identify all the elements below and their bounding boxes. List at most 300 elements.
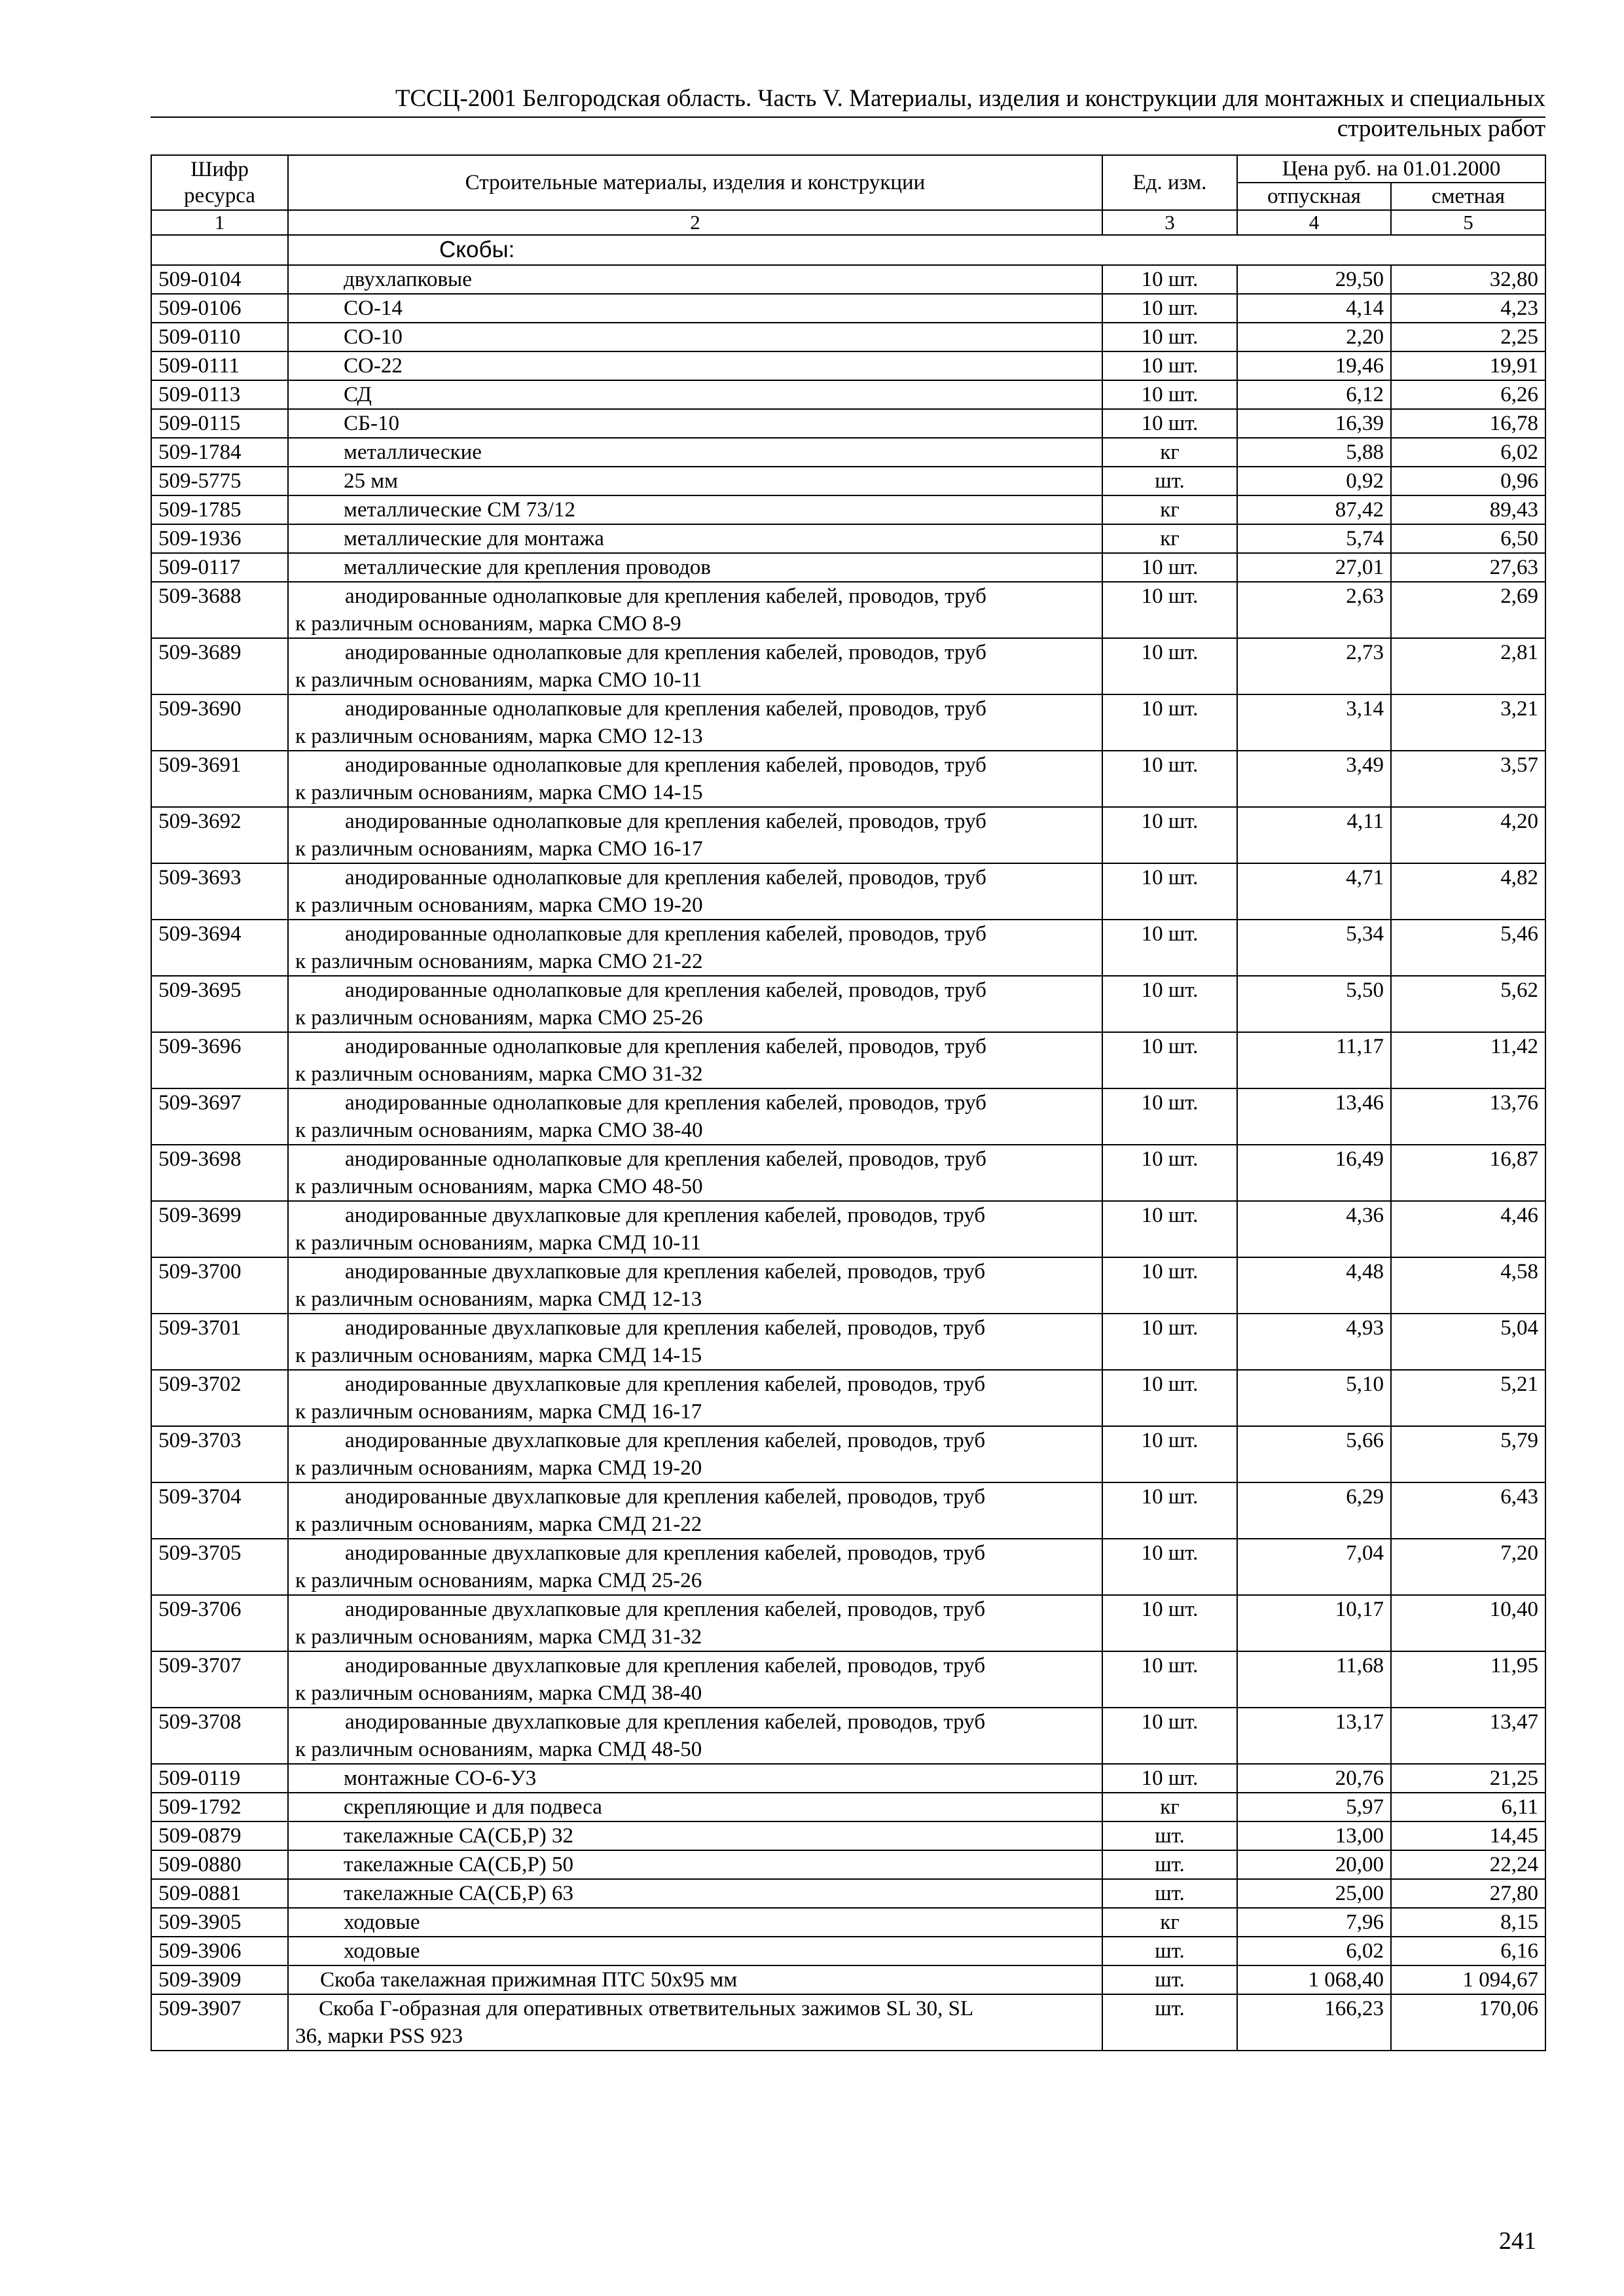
price-estimate: 2,81: [1391, 638, 1545, 694]
material-name-line1: анодированные однолапковые для крепления кабелей, проводов, труб: [345, 1035, 986, 1058]
table-row: [151, 920, 1545, 976]
material-name-line1: Скоба Г-образная для оперативных ответвительных зажимов SL 30, SL: [319, 1997, 974, 2020]
material-name-line2: к различным основаниям, марка СМО 16-17: [295, 837, 703, 861]
material-name: [288, 976, 1102, 1032]
unit-of-measure: 10 шт.: [1102, 1088, 1237, 1145]
price-release: 4,11: [1237, 807, 1391, 863]
material-name-line1: анодированные однолапковые для крепления кабелей, проводов, труб: [345, 866, 986, 889]
price-release: 7,04: [1237, 1539, 1391, 1595]
material-name-line2: к различным основаниям, марка СМД 21-22: [295, 1513, 702, 1536]
price-release: 4,48: [1237, 1257, 1391, 1314]
unit-of-measure: кг: [1102, 495, 1237, 524]
material-name-line1: анодированные однолапковые для крепления кабелей, проводов, труб: [345, 641, 986, 664]
resource-code: 509-3704: [151, 1482, 288, 1539]
resource-code: 509-0115: [151, 409, 288, 438]
table-body: [151, 235, 1545, 2051]
table-row: [151, 976, 1545, 1032]
price-release: 4,71: [1237, 863, 1391, 920]
section-row: [151, 235, 1545, 265]
unit-of-measure: кг: [1102, 524, 1237, 553]
unit-of-measure: шт.: [1102, 1850, 1237, 1879]
material-name: СО-10: [288, 323, 1102, 351]
resource-code: 509-3690: [151, 694, 288, 751]
price-estimate: 5,04: [1391, 1314, 1545, 1370]
resource-code: 509-0117: [151, 553, 288, 582]
material-name-line2: к различным основаниям, марка СМО 19-20: [295, 893, 703, 917]
price-estimate: 11,42: [1391, 1032, 1545, 1088]
price-release: 4,93: [1237, 1314, 1391, 1370]
table-row: [151, 1937, 1545, 1965]
material-name: ходовые: [288, 1908, 1102, 1937]
price-estimate: 170,06: [1391, 1994, 1545, 2051]
price-release: 5,50: [1237, 976, 1391, 1032]
unit-of-measure: шт.: [1102, 1994, 1237, 2051]
price-estimate: 5,79: [1391, 1426, 1545, 1482]
price-estimate: 6,02: [1391, 438, 1545, 467]
price-estimate: 4,82: [1391, 863, 1545, 920]
resource-code: 509-3906: [151, 1937, 288, 1965]
column-header-name: Строительные материалы, изделия и конструкции: [288, 155, 1102, 210]
material-name: [288, 751, 1102, 807]
material-name: [288, 1595, 1102, 1651]
price-release: 5,34: [1237, 920, 1391, 976]
material-name: [288, 1257, 1102, 1314]
price-release: 0,92: [1237, 467, 1391, 495]
unit-of-measure: 10 шт.: [1102, 409, 1237, 438]
unit-of-measure: 10 шт.: [1102, 1651, 1237, 1708]
price-release: 16,39: [1237, 409, 1391, 438]
price-release: 13,46: [1237, 1088, 1391, 1145]
material-name: [288, 1651, 1102, 1708]
price-estimate: 11,95: [1391, 1651, 1545, 1708]
price-estimate: 2,69: [1391, 582, 1545, 638]
unit-of-measure: 10 шт.: [1102, 294, 1237, 323]
material-name-line2: 36, марки PSS 923: [295, 2024, 463, 2048]
price-estimate: 4,23: [1391, 294, 1545, 323]
material-name-line1: анодированные однолапковые для крепления кабелей, проводов, труб: [345, 810, 986, 833]
resource-code: 509-3708: [151, 1708, 288, 1764]
unit-of-measure: шт.: [1102, 1965, 1237, 1994]
material-name: [288, 694, 1102, 751]
resource-code: 509-3907: [151, 1994, 288, 2051]
material-name-line2: к различным основаниям, марка СМО 48-50: [295, 1175, 703, 1198]
resource-code: 509-3706: [151, 1595, 288, 1651]
price-release: 3,49: [1237, 751, 1391, 807]
resource-code: 509-3701: [151, 1314, 288, 1370]
table-row: [151, 1821, 1545, 1850]
column-number: 2: [288, 210, 1102, 235]
price-estimate: 89,43: [1391, 495, 1545, 524]
column-number: 1: [151, 210, 288, 235]
material-name-line2: к различным основаниям, марка СМО 10-11: [295, 668, 702, 692]
unit-of-measure: кг: [1102, 1793, 1237, 1821]
table-row: [151, 1994, 1545, 2051]
price-estimate: 0,96: [1391, 467, 1545, 495]
price-table: [151, 154, 1546, 2051]
material-name-line1: анодированные однолапковые для крепления кабелей, проводов, труб: [345, 753, 986, 777]
table-row: [151, 1088, 1545, 1145]
material-name-line1: анодированные однолапковые для крепления кабелей, проводов, труб: [345, 978, 986, 1002]
price-release: 2,73: [1237, 638, 1391, 694]
unit-of-measure: 10 шт.: [1102, 1482, 1237, 1539]
material-name-line1: анодированные однолапковые для крепления кабелей, проводов, труб: [345, 1147, 986, 1171]
resource-code: 509-0879: [151, 1821, 288, 1850]
table-row: [151, 265, 1545, 294]
resource-code: 509-0880: [151, 1850, 288, 1879]
column-header-code: Шифр ресурса: [151, 155, 288, 210]
material-name: Скоба такелажная прижимная ПТС 50х95 мм: [288, 1965, 1102, 1994]
price-estimate: 19,91: [1391, 351, 1545, 380]
price-estimate: 4,58: [1391, 1257, 1545, 1314]
column-number: 4: [1237, 210, 1391, 235]
unit-of-measure: 10 шт.: [1102, 1595, 1237, 1651]
resource-code: 509-3694: [151, 920, 288, 976]
price-release: 27,01: [1237, 553, 1391, 582]
material-name: такелажные СА(СБ,Р) 50: [288, 1850, 1102, 1879]
material-name: ходовые: [288, 1937, 1102, 1965]
material-name: [288, 1145, 1102, 1201]
price-release: 13,17: [1237, 1708, 1391, 1764]
material-name: [288, 1994, 1102, 2051]
price-release: 3,14: [1237, 694, 1391, 751]
resource-code: 509-0113: [151, 380, 288, 409]
table-row: [151, 409, 1545, 438]
price-release: 25,00: [1237, 1879, 1391, 1908]
table-row: [151, 1539, 1545, 1595]
column-number: 5: [1391, 210, 1545, 235]
unit-of-measure: 10 шт.: [1102, 694, 1237, 751]
table-row: [151, 1370, 1545, 1426]
material-name-line1: анодированные двухлапковые для крепления кабелей, проводов, труб: [345, 1372, 986, 1396]
unit-of-measure: 10 шт.: [1102, 1145, 1237, 1201]
price-release: 11,68: [1237, 1651, 1391, 1708]
resource-code: 509-3697: [151, 1088, 288, 1145]
price-estimate: 4,46: [1391, 1201, 1545, 1257]
table-row: [151, 1908, 1545, 1937]
resource-code: 509-3688: [151, 582, 288, 638]
resource-code: 509-3909: [151, 1965, 288, 1994]
material-name-line1: анодированные однолапковые для крепления кабелей, проводов, труб: [345, 1091, 986, 1115]
table-row: [151, 380, 1545, 409]
resource-code: 509-3699: [151, 1201, 288, 1257]
column-header-price-release: отпускная: [1237, 183, 1391, 210]
material-name: [288, 1539, 1102, 1595]
price-release: 4,14: [1237, 294, 1391, 323]
material-name: скрепляющие и для подвеса: [288, 1793, 1102, 1821]
price-release: 5,74: [1237, 524, 1391, 553]
material-name-line2: к различным основаниям, марка СМД 19-20: [295, 1456, 702, 1480]
table-row: [151, 1764, 1545, 1793]
price-release: 6,12: [1237, 380, 1391, 409]
column-header-unit: Ед. изм.: [1102, 155, 1237, 210]
material-name-line1: анодированные двухлапковые для крепления кабелей, проводов, труб: [345, 1654, 986, 1677]
material-name: СО-14: [288, 294, 1102, 323]
unit-of-measure: шт.: [1102, 1821, 1237, 1850]
table-row: [151, 323, 1545, 351]
price-estimate: 4,20: [1391, 807, 1545, 863]
material-name-line1: анодированные двухлапковые для крепления кабелей, проводов, труб: [345, 1485, 986, 1509]
unit-of-measure: 10 шт.: [1102, 920, 1237, 976]
price-estimate: 32,80: [1391, 265, 1545, 294]
price-estimate: 6,16: [1391, 1937, 1545, 1965]
table-row: [151, 638, 1545, 694]
price-release: 7,96: [1237, 1908, 1391, 1937]
table-row: [151, 467, 1545, 495]
unit-of-measure: 10 шт.: [1102, 863, 1237, 920]
unit-of-measure: шт.: [1102, 1937, 1237, 1965]
material-name-line1: анодированные двухлапковые для крепления кабелей, проводов, труб: [345, 1429, 986, 1452]
table-row: [151, 438, 1545, 467]
resource-code: 509-3696: [151, 1032, 288, 1088]
material-name-line2: к различным основаниям, марка СМД 31-32: [295, 1625, 702, 1649]
unit-of-measure: 10 шт.: [1102, 265, 1237, 294]
material-name: [288, 638, 1102, 694]
material-name: 25 мм: [288, 467, 1102, 495]
table-row: [151, 1145, 1545, 1201]
price-release: 2,63: [1237, 582, 1391, 638]
price-estimate: 13,76: [1391, 1088, 1545, 1145]
price-estimate: 6,43: [1391, 1482, 1545, 1539]
material-name-line1: анодированные двухлапковые для крепления кабелей, проводов, труб: [345, 1204, 986, 1227]
table-row: [151, 1708, 1545, 1764]
price-estimate: 16,78: [1391, 409, 1545, 438]
resource-code: 509-3689: [151, 638, 288, 694]
material-name-line2: к различным основаниям, марка СМД 38-40: [295, 1681, 702, 1705]
unit-of-measure: 10 шт.: [1102, 1426, 1237, 1482]
unit-of-measure: 10 шт.: [1102, 751, 1237, 807]
table-row: [151, 1201, 1545, 1257]
unit-of-measure: 10 шт.: [1102, 1314, 1237, 1370]
resource-code: 509-3691: [151, 751, 288, 807]
table-row: [151, 1482, 1545, 1539]
unit-of-measure: 10 шт.: [1102, 1708, 1237, 1764]
price-release: 16,49: [1237, 1145, 1391, 1201]
resource-code: 509-0111: [151, 351, 288, 380]
table-row: [151, 1426, 1545, 1482]
price-release: 29,50: [1237, 265, 1391, 294]
resource-code: 509-3695: [151, 976, 288, 1032]
resource-code: 509-5775: [151, 467, 288, 495]
table-row: [151, 1850, 1545, 1879]
table-row: [151, 751, 1545, 807]
price-release: 2,20: [1237, 323, 1391, 351]
price-release: 87,42: [1237, 495, 1391, 524]
table-row: [151, 694, 1545, 751]
resource-code: 509-1784: [151, 438, 288, 467]
section-title: Скобы:: [288, 235, 1545, 265]
material-name: СД: [288, 380, 1102, 409]
resource-code: 509-1936: [151, 524, 288, 553]
price-estimate: 3,57: [1391, 751, 1545, 807]
price-release: 6,02: [1237, 1937, 1391, 1965]
unit-of-measure: шт.: [1102, 467, 1237, 495]
material-name-line2: к различным основаниям, марка СМО 12-13: [295, 725, 703, 748]
material-name: [288, 1370, 1102, 1426]
price-estimate: 13,47: [1391, 1708, 1545, 1764]
material-name-line2: к различным основаниям, марка СМО 8-9: [295, 612, 681, 636]
price-estimate: 10,40: [1391, 1595, 1545, 1651]
resource-code: 509-3692: [151, 807, 288, 863]
material-name: [288, 1032, 1102, 1088]
material-name-line1: анодированные однолапковые для крепления кабелей, проводов, труб: [345, 922, 986, 946]
price-estimate: 7,20: [1391, 1539, 1545, 1595]
table-row: [151, 495, 1545, 524]
table-row: [151, 582, 1545, 638]
price-estimate: 27,63: [1391, 553, 1545, 582]
resource-code: 509-0110: [151, 323, 288, 351]
material-name: металлические: [288, 438, 1102, 467]
header-title-line2: строительных работ: [1337, 115, 1545, 142]
price-release: 166,23: [1237, 1994, 1391, 2051]
price-estimate: 14,45: [1391, 1821, 1545, 1850]
material-name: [288, 920, 1102, 976]
material-name: [288, 1426, 1102, 1482]
price-release: 1 068,40: [1237, 1965, 1391, 1994]
table-row: [151, 807, 1545, 863]
price-release: 19,46: [1237, 351, 1391, 380]
header-rule: [151, 117, 1545, 118]
material-name: [288, 1482, 1102, 1539]
material-name-line1: анодированные двухлапковые для крепления кабелей, проводов, труб: [345, 1598, 986, 1621]
page-number: 241: [1499, 2227, 1536, 2255]
table-row: [151, 1879, 1545, 1908]
resource-code: 509-3707: [151, 1651, 288, 1708]
price-estimate: 27,80: [1391, 1879, 1545, 1908]
table-row: [151, 1793, 1545, 1821]
material-name: металлические для крепления проводов: [288, 553, 1102, 582]
resource-code: 509-3705: [151, 1539, 288, 1595]
material-name: металлические для монтажа: [288, 524, 1102, 553]
material-name-line2: к различным основаниям, марка СМД 48-50: [295, 1738, 702, 1761]
column-header-price: Цена руб. на 01.01.2000: [1237, 155, 1545, 183]
unit-of-measure: 10 шт.: [1102, 380, 1237, 409]
price-estimate: 22,24: [1391, 1850, 1545, 1879]
material-name: СБ-10: [288, 409, 1102, 438]
table-row: [151, 1314, 1545, 1370]
table-row: [151, 1651, 1545, 1708]
material-name-line1: анодированные двухлапковые для крепления кабелей, проводов, труб: [345, 1316, 986, 1340]
resource-code: 509-0881: [151, 1879, 288, 1908]
price-release: 5,97: [1237, 1793, 1391, 1821]
table-row: [151, 524, 1545, 553]
price-release: 5,66: [1237, 1426, 1391, 1482]
material-name: [288, 1088, 1102, 1145]
material-name-line2: к различным основаниям, марка СМО 14-15: [295, 781, 703, 804]
price-release: 20,76: [1237, 1764, 1391, 1793]
resource-code: 509-3702: [151, 1370, 288, 1426]
material-name: [288, 1201, 1102, 1257]
table-row: [151, 1965, 1545, 1994]
material-name-line2: к различным основаниям, марка СМО 25-26: [295, 1006, 703, 1030]
material-name-line1: анодированные однолапковые для крепления кабелей, проводов, труб: [345, 697, 986, 721]
table-row: [151, 351, 1545, 380]
material-name-line1: анодированные однолапковые для крепления кабелей, проводов, труб: [345, 584, 986, 608]
material-name-line2: к различным основаниям, марка СМД 14-15: [295, 1344, 702, 1367]
table-row: [151, 863, 1545, 920]
unit-of-measure: шт.: [1102, 1879, 1237, 1908]
unit-of-measure: 10 шт.: [1102, 1257, 1237, 1314]
resource-code: 509-3905: [151, 1908, 288, 1937]
price-estimate: 5,46: [1391, 920, 1545, 976]
resource-code: 509-1792: [151, 1793, 288, 1821]
unit-of-measure: 10 шт.: [1102, 976, 1237, 1032]
table-row: [151, 553, 1545, 582]
resource-code: 509-3703: [151, 1426, 288, 1482]
material-name: [288, 1314, 1102, 1370]
material-name: [288, 1708, 1102, 1764]
material-name-line2: к различным основаниям, марка СМД 12-13: [295, 1287, 702, 1311]
material-name-line1: анодированные двухлапковые для крепления кабелей, проводов, труб: [345, 1710, 986, 1734]
price-estimate: 6,11: [1391, 1793, 1545, 1821]
unit-of-measure: 10 шт.: [1102, 807, 1237, 863]
material-name-line2: к различным основаниям, марка СМО 31-32: [295, 1062, 703, 1086]
material-name-line2: к различным основаниям, марка СМО 38-40: [295, 1119, 703, 1142]
unit-of-measure: 10 шт.: [1102, 553, 1237, 582]
price-estimate: 5,21: [1391, 1370, 1545, 1426]
price-release: 20,00: [1237, 1850, 1391, 1879]
material-name: такелажные СА(СБ,Р) 32: [288, 1821, 1102, 1850]
price-estimate: 5,62: [1391, 976, 1545, 1032]
price-release: 5,88: [1237, 438, 1391, 467]
unit-of-measure: 10 шт.: [1102, 1370, 1237, 1426]
unit-of-measure: 10 шт.: [1102, 1032, 1237, 1088]
resource-code: 509-3700: [151, 1257, 288, 1314]
price-estimate: 6,50: [1391, 524, 1545, 553]
price-estimate: 8,15: [1391, 1908, 1545, 1937]
unit-of-measure: 10 шт.: [1102, 351, 1237, 380]
table-row: [151, 1032, 1545, 1088]
price-estimate: 21,25: [1391, 1764, 1545, 1793]
resource-code: 509-3693: [151, 863, 288, 920]
material-name: такелажные СА(СБ,Р) 63: [288, 1879, 1102, 1908]
price-release: 13,00: [1237, 1821, 1391, 1850]
material-name: монтажные СО-6-У3: [288, 1764, 1102, 1793]
resource-code: 509-0119: [151, 1764, 288, 1793]
table-row: [151, 1595, 1545, 1651]
price-release: 5,10: [1237, 1370, 1391, 1426]
table-row: [151, 1257, 1545, 1314]
material-name: [288, 863, 1102, 920]
price-release: 10,17: [1237, 1595, 1391, 1651]
unit-of-measure: 10 шт.: [1102, 1201, 1237, 1257]
material-name: [288, 582, 1102, 638]
price-release: 6,29: [1237, 1482, 1391, 1539]
material-name: СО-22: [288, 351, 1102, 380]
resource-code: 509-0106: [151, 294, 288, 323]
material-name-line2: к различным основаниям, марка СМД 25-26: [295, 1569, 702, 1592]
material-name-line2: к различным основаниям, марка СМО 21-22: [295, 950, 703, 973]
price-estimate: 16,87: [1391, 1145, 1545, 1201]
price-release: 4,36: [1237, 1201, 1391, 1257]
price-estimate: 1 094,67: [1391, 1965, 1545, 1994]
material-name: металлические СМ 73/12: [288, 495, 1102, 524]
unit-of-measure: 10 шт.: [1102, 1764, 1237, 1793]
unit-of-measure: кг: [1102, 438, 1237, 467]
material-name-line2: к различным основаниям, марка СМД 10-11: [295, 1231, 702, 1255]
material-name: двухлапковые: [288, 265, 1102, 294]
resource-code: 509-0104: [151, 265, 288, 294]
price-estimate: 2,25: [1391, 323, 1545, 351]
document-header: [151, 84, 1545, 144]
resource-code: 509-3698: [151, 1145, 288, 1201]
unit-of-measure: 10 шт.: [1102, 638, 1237, 694]
price-estimate: 6,26: [1391, 380, 1545, 409]
unit-of-measure: 10 шт.: [1102, 323, 1237, 351]
table-row: [151, 294, 1545, 323]
resource-code: 509-1785: [151, 495, 288, 524]
material-name-line1: анодированные двухлапковые для крепления кабелей, проводов, труб: [345, 1260, 986, 1283]
unit-of-measure: кг: [1102, 1908, 1237, 1937]
